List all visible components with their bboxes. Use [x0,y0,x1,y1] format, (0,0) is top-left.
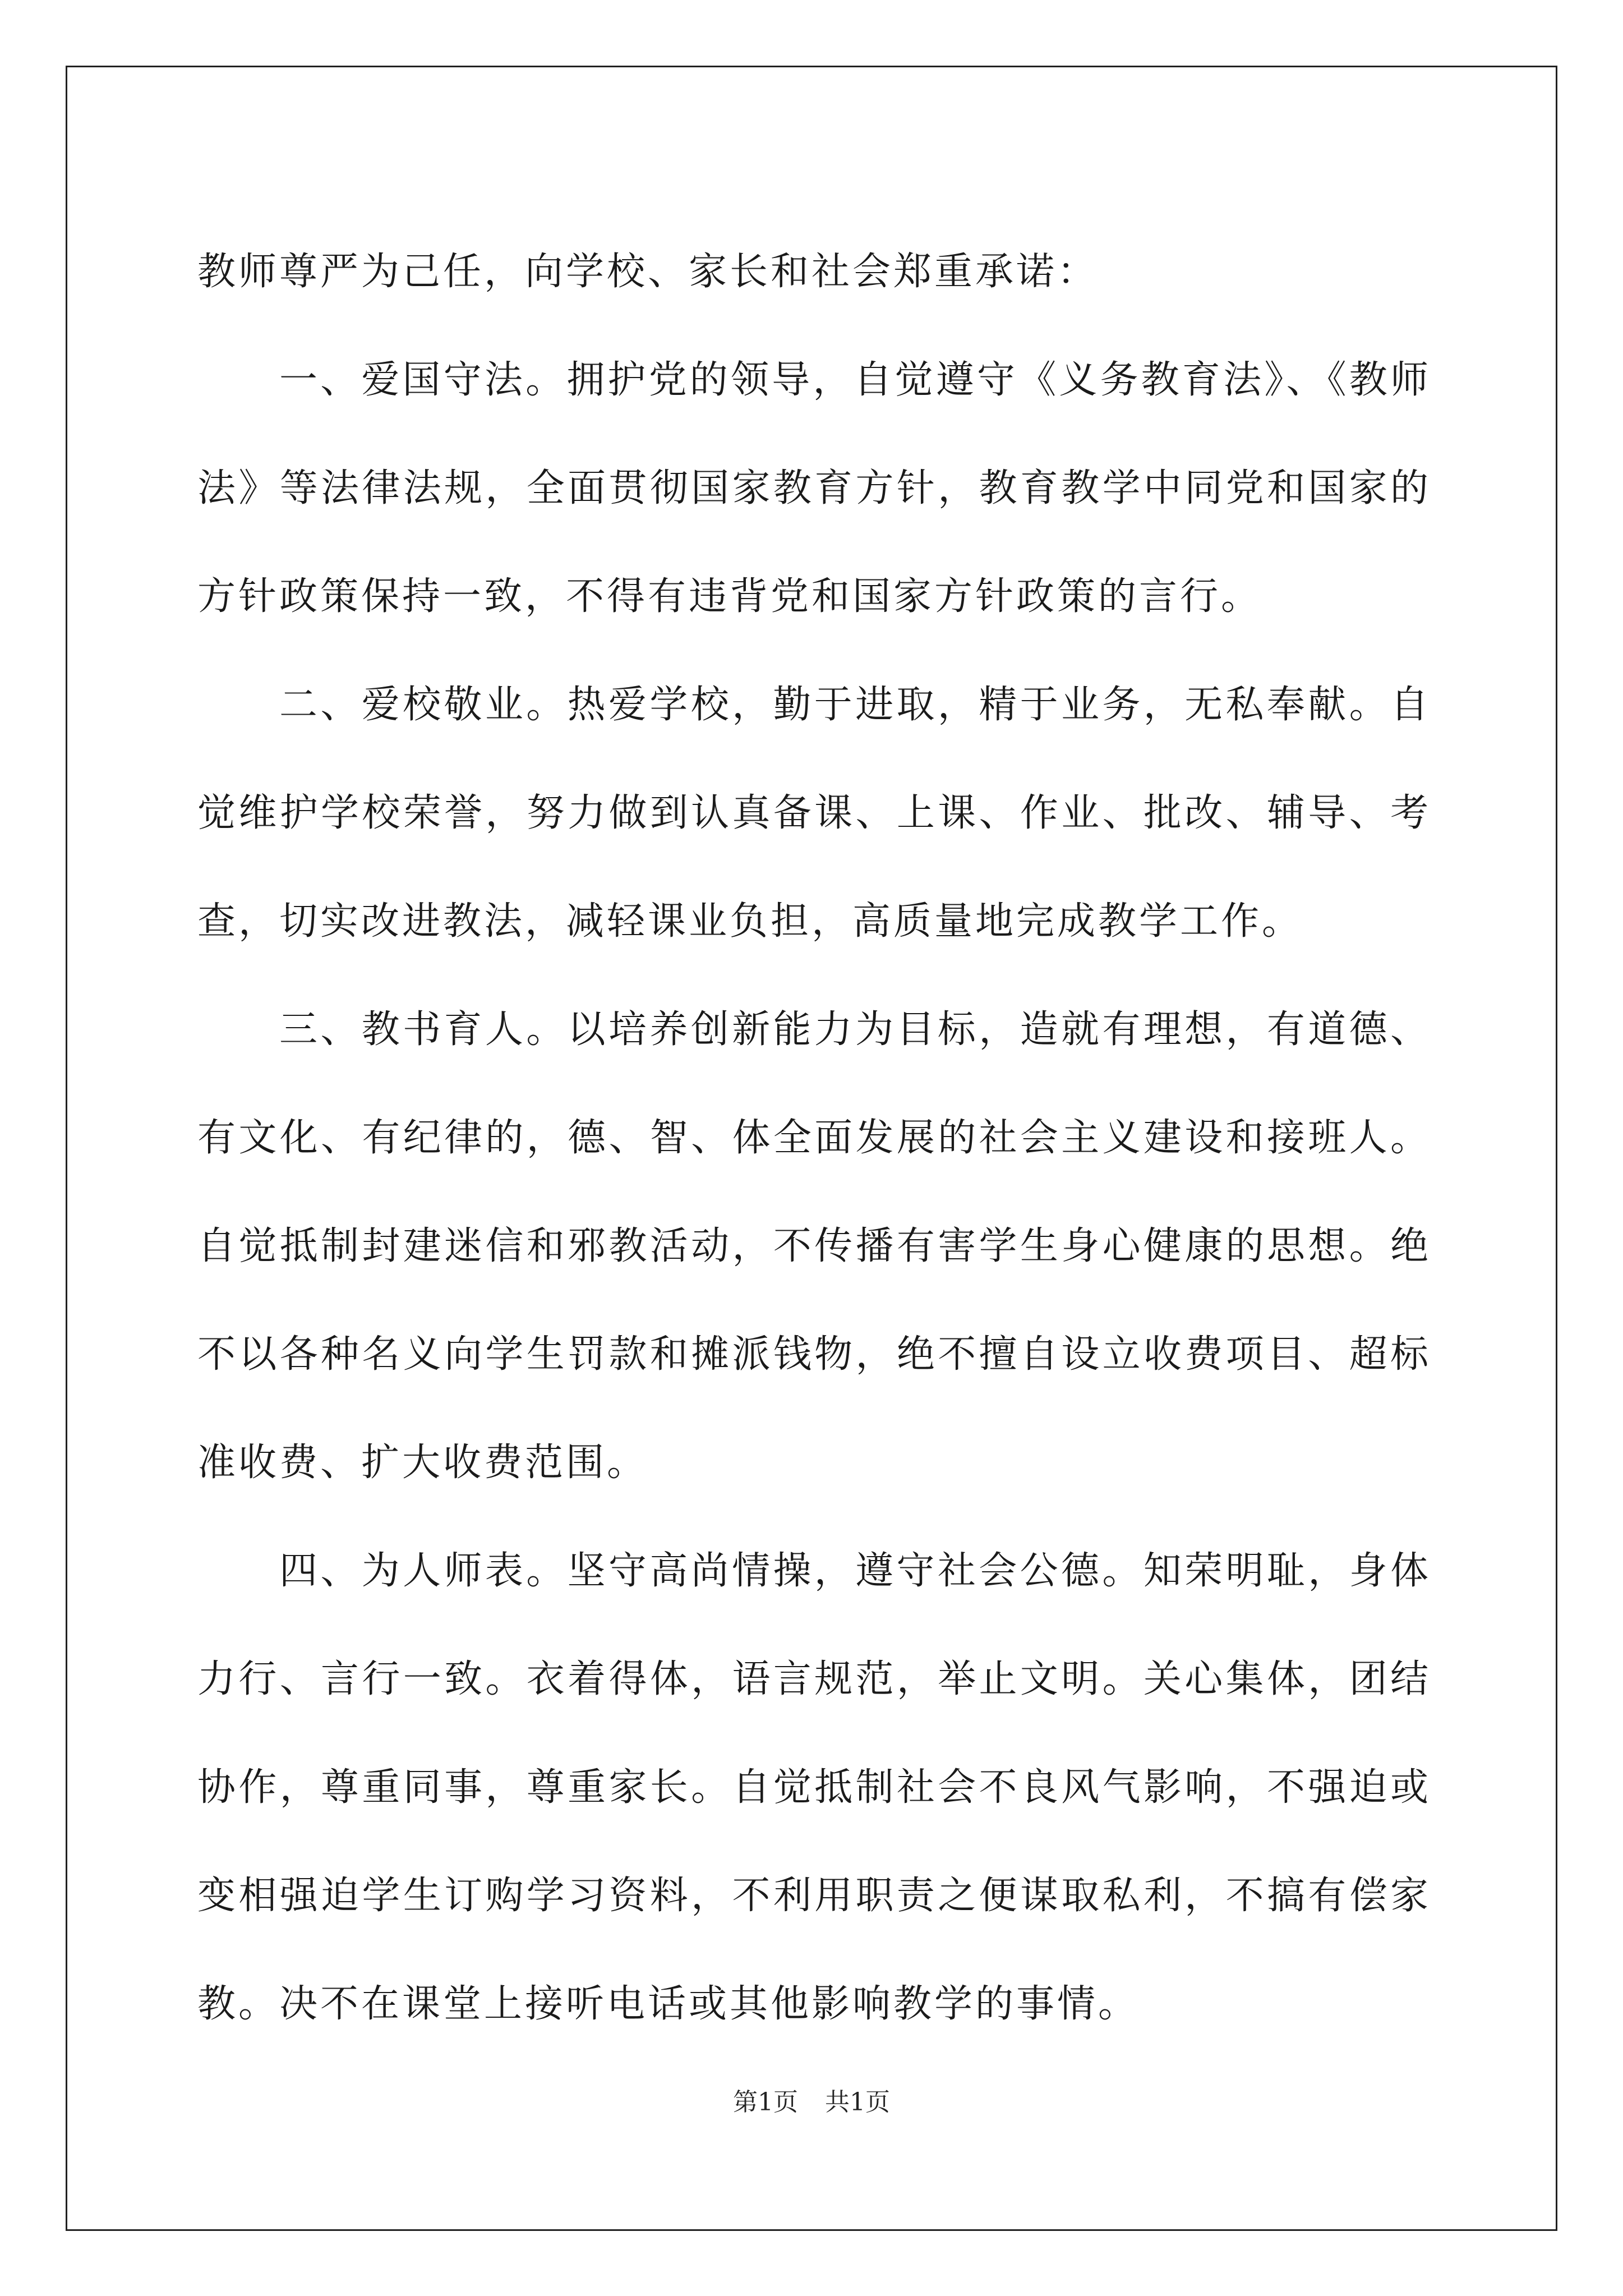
paragraph-dedication: 二、爱校敬业。热爱学校，勤于进取，精于业务，无私奉献。自觉维护学校荣誉，努力做到认真备课、上课、作业、批改、辅导、考查，切实改进教法，减轻课业负担，高质量地完成教学工作。 [197,683,1431,944]
page-number: 第1页 [733,2088,798,2116]
paragraph-role-model: 四、为人师表。坚守高尚情操，遵守社会公德。知荣明耻，身体力行、言行一致。衣着得体，语言规范，举止文明。关心集体，团结协作，尊重同事，尊重家长。自觉抵制社会不良风气影响，不强迫或变相强迫学生订购学习资料，不利用职责之便谋取私利，不搞有偿家教。决不在课堂上接听电话或其他影响教学的事情。 [197,1549,1431,2026]
page-footer [0,2086,1623,2119]
paragraph-education: 三、教书育人。以培养创新能力为目标，造就有理想，有道德、有文化、有纪律的，德、智、体全面发展的社会主义建设和接班人。自觉抵制封建迷信和邪教活动，不传播有害学生身心健康的思想。绝不以各种名义向学生罚款和摊派钱物，绝不擅自设立收费项目、超标准收费、扩大收费范围。 [197,1007,1431,1485]
page-total: 共1页 [825,2088,890,2116]
paragraph-intro: 教师尊严为己任，向学校、家长和社会郑重承诺： [197,250,1099,294]
paragraph-patriotic: 一、爱国守法。拥护党的领导，自觉遵守《义务教育法》、《教师法》等法律法规，全面贯彻国家教育方针，教育教学中同党和国家的方针政策保持一致，不得有违背党和国家方针政策的言行。 [197,358,1431,619]
document-body [197,218,1431,2058]
